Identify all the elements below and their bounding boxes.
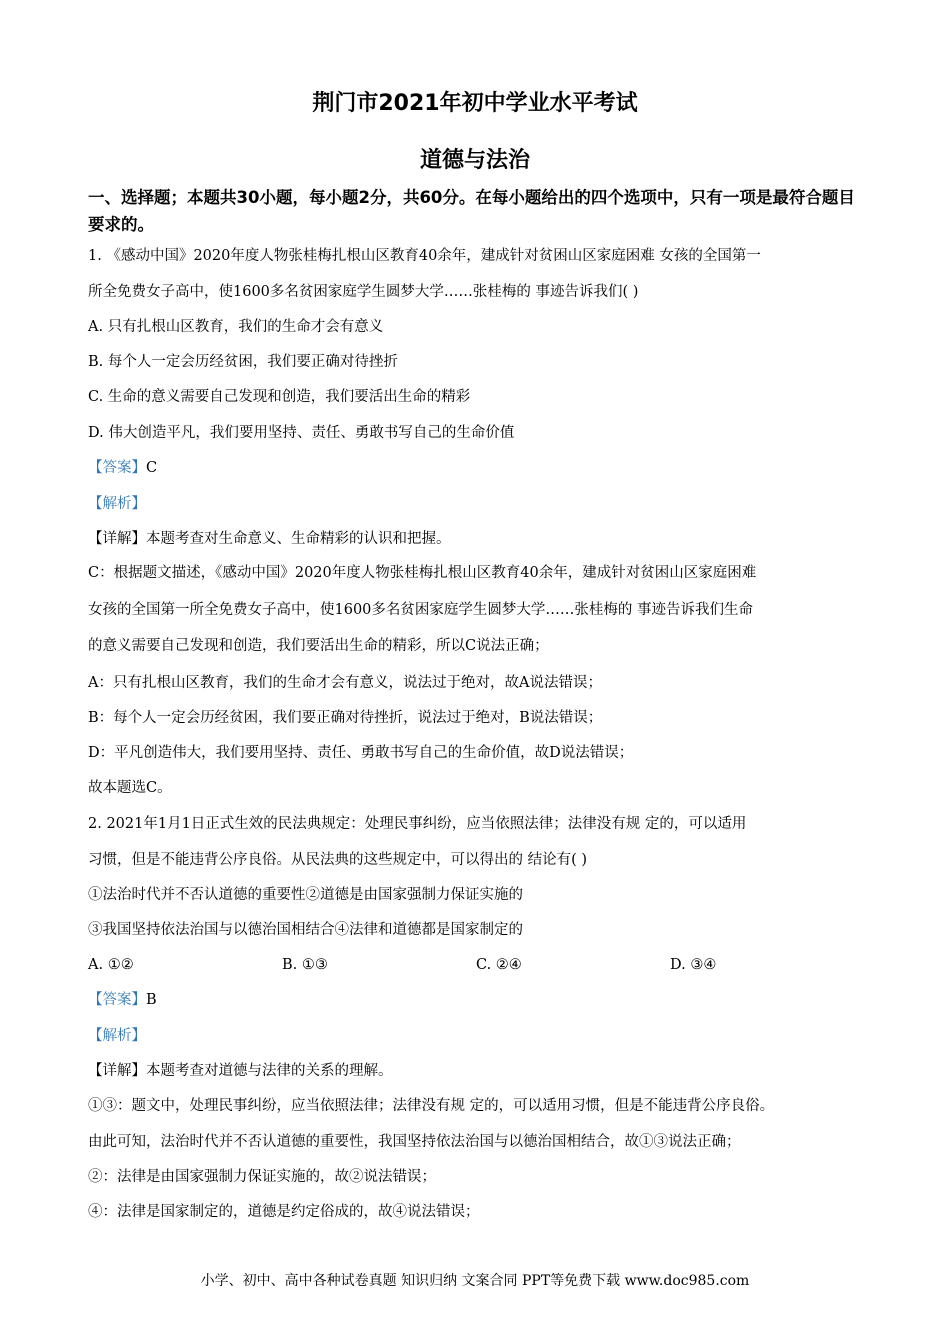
q2-option-c: C. ②④ xyxy=(476,957,522,973)
q1-option-d: D. 伟大创造平凡，我们要用坚持、责任、勇敢书写自己的生命价值 xyxy=(88,425,515,441)
q1-explanation-line: 的意义需要自己发现和创造，我们要活出生命的精彩，所以C说法正确； xyxy=(88,638,549,654)
q2-stem-line-2: 习惯，但是不能违背公序良俗。从民法典的这些规定中，可以得出的 结论有( ) xyxy=(88,852,588,868)
analysis-tag: 【解析】 xyxy=(88,1028,146,1044)
q1-option-a: A. 只有扎根山区教育，我们的生命才会有意义 xyxy=(88,319,384,335)
q2-stem-line-4: ③我国坚持依法治国与以德治国相结合④法律和道德都是国家制定的 xyxy=(88,922,523,938)
answer-value: C xyxy=(146,460,158,476)
q1-explanation-line: A：只有扎根山区教育，我们的生命才会有意义，说法过于绝对，故A说法错误； xyxy=(88,675,602,691)
q1-explanation-line: B：每个人一定会历经贫困，我们要正确对待挫折，说法过于绝对，B说法错误； xyxy=(88,710,603,726)
q2-analysis xyxy=(88,1026,878,1046)
q2-explanation-line: 由此可知，法治时代并不否认道德的重要性，我国坚持依法治国与以德治国相结合，故①③说法正确； xyxy=(88,1134,741,1150)
q1-detail xyxy=(88,529,878,549)
q2-option-b: B. ①③ xyxy=(282,957,328,973)
q2-explanation-line: ①③：题文中，处理民事纠纷，应当依照法律；法律没有规 定的，可以适用习惯，但是不能违背公序良俗。 xyxy=(88,1098,775,1114)
detail-tag: 【详解】 xyxy=(88,1063,146,1079)
q1-option-b: B. 每个人一定会历经贫困，我们要正确对待挫折 xyxy=(88,354,398,370)
q1-stem-line-1: 1. 《感动中国》2020年度人物张桂梅扎根山区教育40余年，建成针对贫困山区家庭困难 女孩的全国第一 xyxy=(88,248,761,264)
exam-title: 荆门市2021年初中学业水平考试 xyxy=(312,91,638,116)
q1-explanation-line: D：平凡创造伟大，我们要用坚持、责任、勇敢书写自己的生命价值，故D说法错误； xyxy=(88,745,634,761)
q1-analysis xyxy=(88,494,878,514)
detail-text: 本题考查对生命意义、生命精彩的认识和把握。 xyxy=(146,531,451,547)
q1-explanation-line: 故本题选C。 xyxy=(88,780,172,796)
q2-option-d: D. ③④ xyxy=(670,957,717,973)
q2-explanation-line: ④：法律是国家制定的，道德是约定俗成的，故④说法错误； xyxy=(88,1204,480,1220)
q2-stem-line-1: 2. 2021年1月1日正式生效的民法典规定：处理民事纠纷，应当依照法律；法律没有规 定的，可以适用 xyxy=(88,816,747,832)
q1-explanation-line: 女孩的全国第一所全免费女子高中，使1600多名贫困家庭学生圆梦大学……张桂梅的 事迹告诉我们生命 xyxy=(88,602,754,618)
q2-option-a: A. ①② xyxy=(88,957,134,973)
analysis-tag: 【解析】 xyxy=(88,496,146,512)
q2-stem-line-3: ①法治时代并不否认道德的重要性②道德是由国家强制力保证实施的 xyxy=(88,887,523,903)
q2-explanation-line: ②：法律是由国家强制力保证实施的，故②说法错误； xyxy=(88,1169,436,1185)
detail-tag: 【详解】 xyxy=(88,531,146,547)
subject-title: 道德与法治 xyxy=(419,148,530,173)
q1-option-c: C. 生命的意义需要自己发现和创造，我们要活出生命的精彩 xyxy=(88,389,471,405)
detail-text: 本题考查对道德与法律的关系的理解。 xyxy=(146,1063,393,1079)
section-heading: 一、选择题；本题共30小题，每小题2分，共60分。在每小题给出的四个选项中，只有一项是最符合题目要求的。 xyxy=(88,188,855,234)
q1-explanation-line: C：根据题文描述，《感动中国》2020年度人物张桂梅扎根山区教育40余年，建成针对贫困山区家庭困难 xyxy=(88,565,757,581)
q2-detail xyxy=(88,1061,878,1081)
q1-answer xyxy=(88,458,878,478)
footer-link-text[interactable]: 小学、初中、高中各种试卷真题 知识归纳 文案合同 PPT等免费下载 www.doc985.com xyxy=(200,1273,750,1289)
q2-answer xyxy=(88,990,878,1010)
q1-stem-line-2: 所全免费女子高中，使1600多名贫困家庭学生圆梦大学……张桂梅的 事迹告诉我们( ) xyxy=(88,284,639,300)
answer-value: B xyxy=(146,992,157,1008)
answer-tag: 【答案】 xyxy=(88,460,146,476)
answer-tag: 【答案】 xyxy=(88,992,146,1008)
